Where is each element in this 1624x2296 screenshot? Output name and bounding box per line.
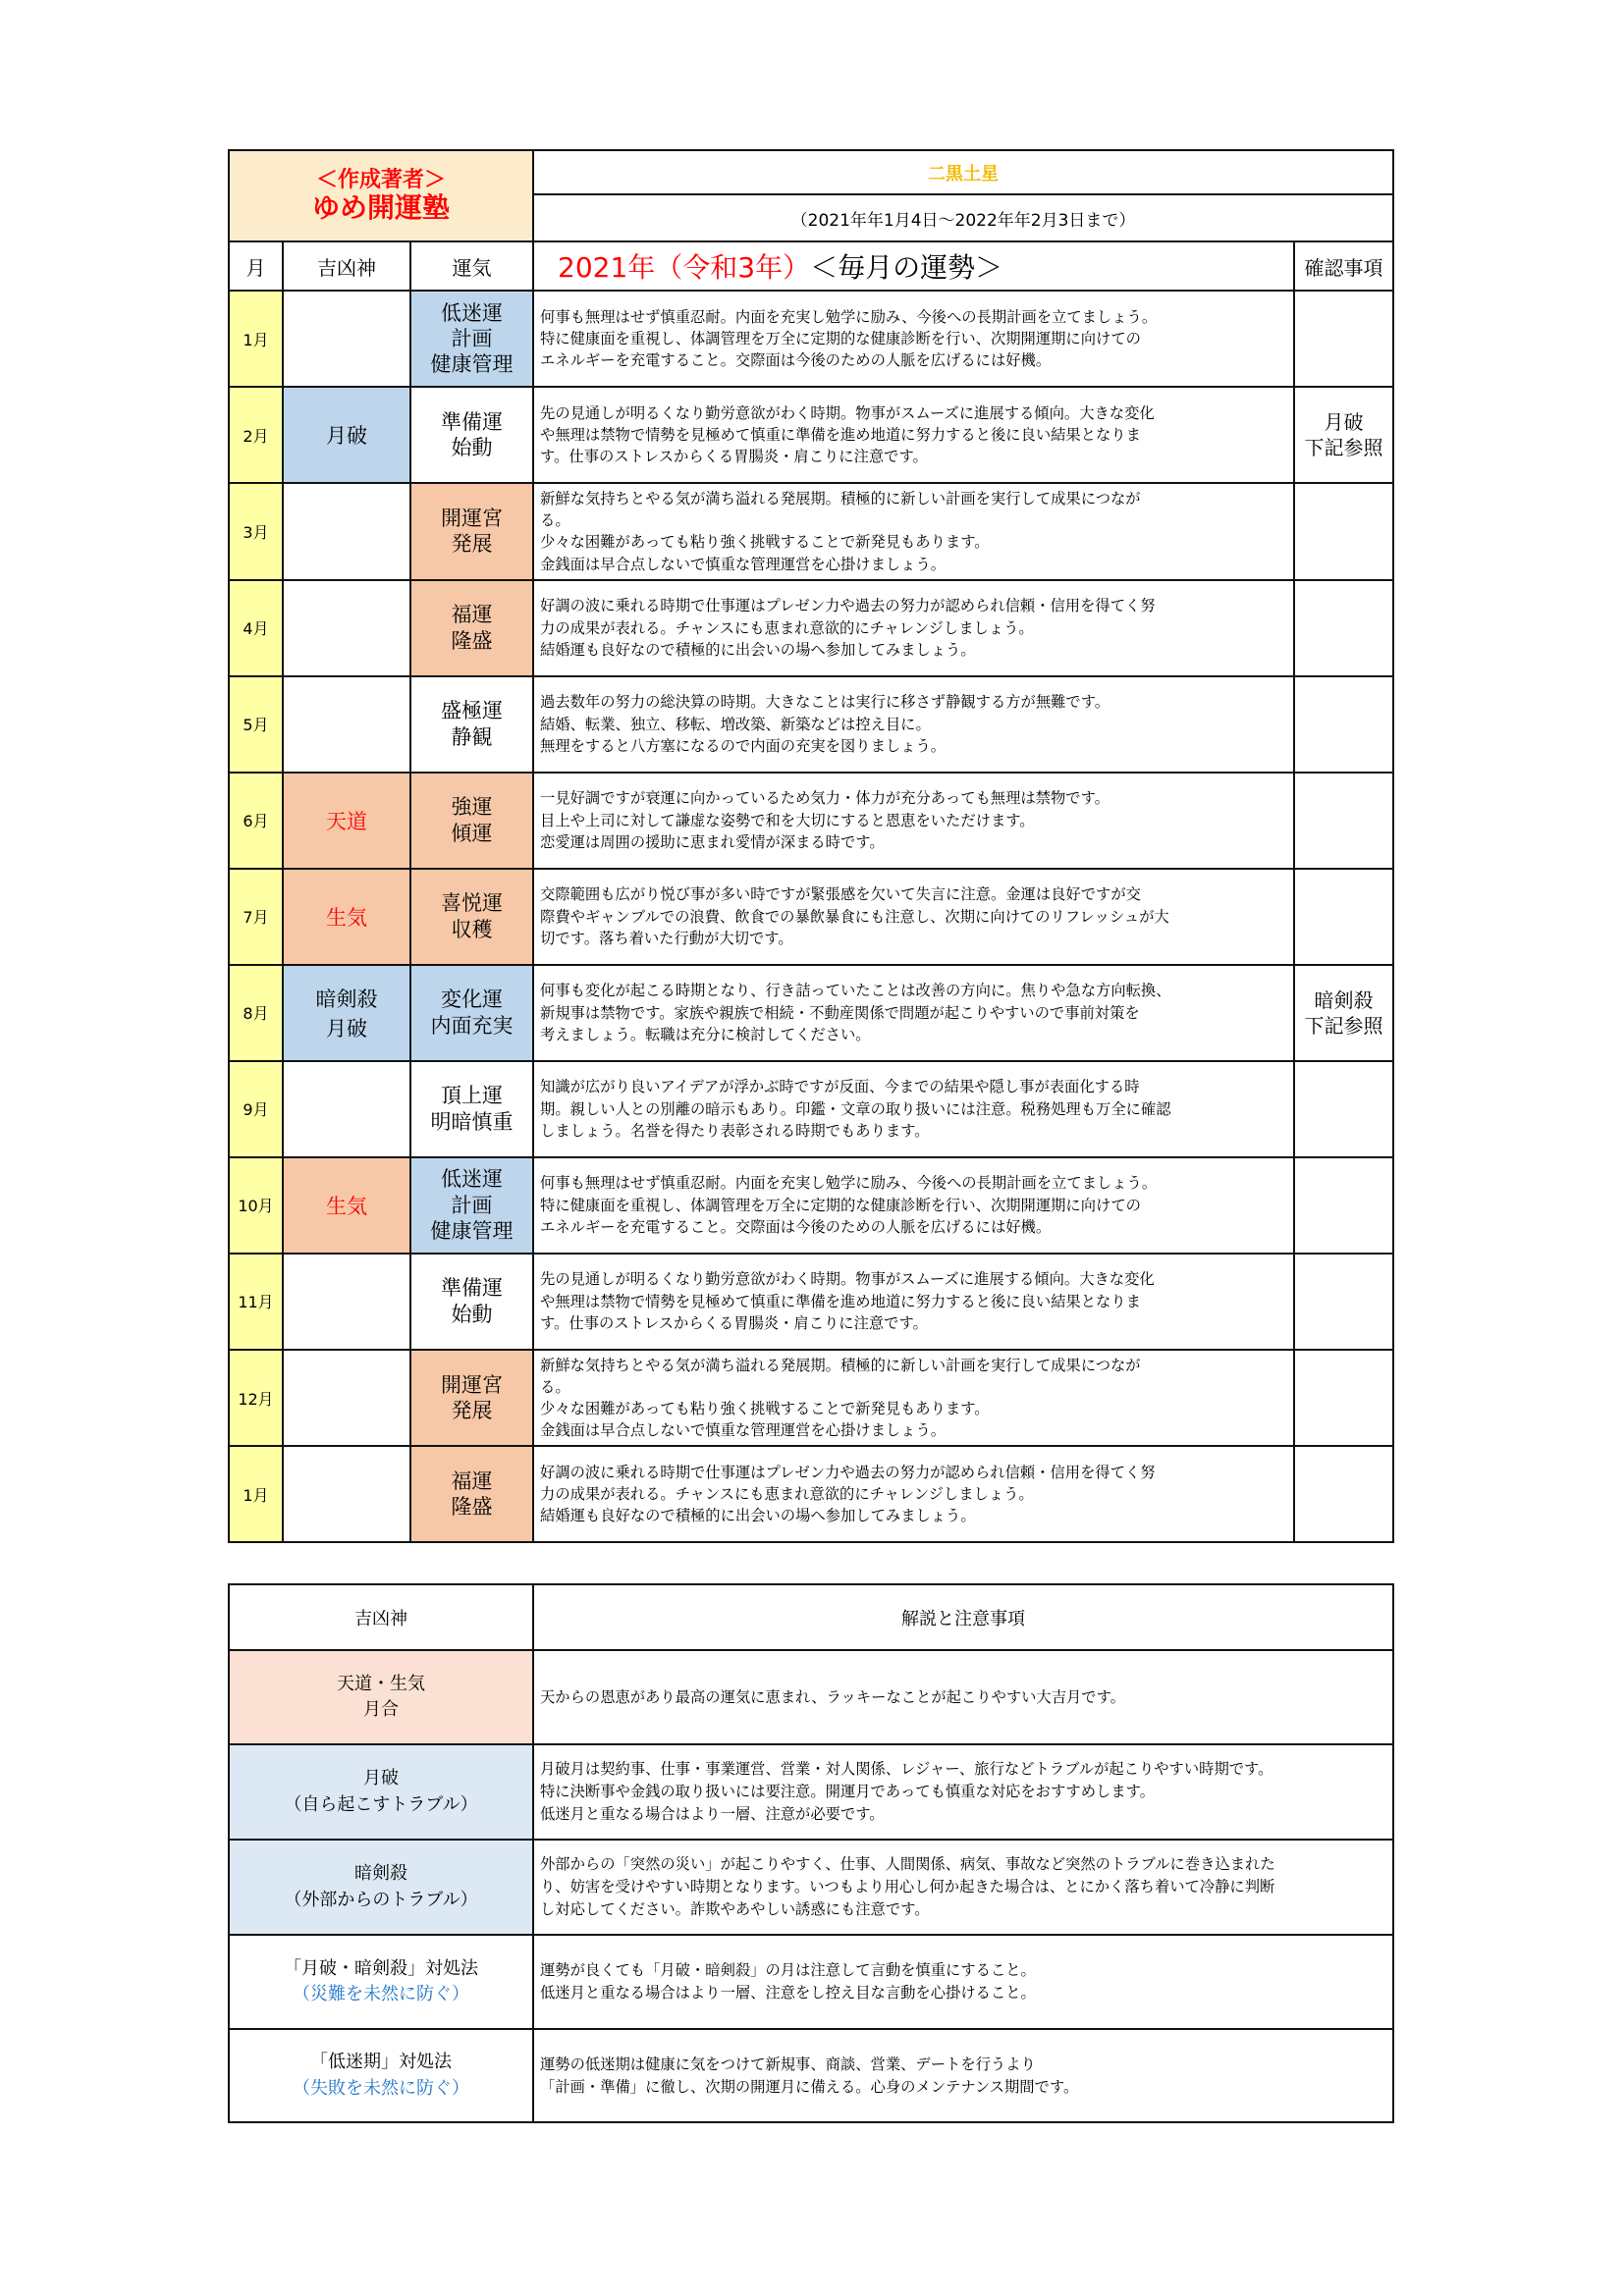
legend-description-line: り、妨害を受けやすい時期となります。いつもより用心し何か起きた場合は、とにかく落ち着いて冷静に判断 bbox=[540, 1878, 1275, 1896]
legend-description bbox=[533, 1935, 1393, 2029]
luck-label: 始動 bbox=[451, 1302, 493, 1326]
description-line: 新鮮な気持ちとやる気が満ち溢れる発展期。積極的に新しい計画を実行して成果につなが bbox=[540, 1356, 1141, 1374]
check-note bbox=[1294, 1254, 1393, 1350]
month-row bbox=[229, 1157, 1393, 1254]
legend-name-line: 「月破・暗剣殺」対処法 bbox=[284, 1957, 478, 1979]
check-note bbox=[1294, 1157, 1393, 1254]
fortune-description bbox=[533, 1157, 1294, 1254]
check-note bbox=[1294, 387, 1393, 483]
luck-cell bbox=[410, 291, 533, 387]
luck-label: 開運宮 bbox=[441, 1372, 504, 1397]
luck-cell bbox=[410, 1446, 533, 1542]
month-row bbox=[229, 676, 1393, 773]
god-cell bbox=[283, 387, 410, 483]
legend-god-name bbox=[229, 2029, 533, 2122]
god-cell bbox=[283, 580, 410, 676]
luck-label: 準備運 bbox=[441, 1276, 504, 1301]
description-line: 特に健康面を重視し、体調管理を万全に定期的な健康診断を行い、次期開運期に向けての bbox=[540, 1196, 1141, 1214]
month-label: 4月 bbox=[229, 580, 283, 676]
luck-label: 隆盛 bbox=[451, 628, 493, 653]
god-name: 生気 bbox=[326, 1194, 367, 1218]
god-name: 月破 bbox=[326, 424, 367, 448]
luck-label: 計画 bbox=[451, 326, 493, 350]
month-label: 6月 bbox=[229, 773, 283, 869]
legend-god-name bbox=[229, 1840, 533, 1935]
luck-cell bbox=[410, 1061, 533, 1157]
month-label: 7月 bbox=[229, 869, 283, 965]
luck-label: 明暗慎重 bbox=[430, 1109, 514, 1134]
luck-label: 福運 bbox=[451, 1469, 493, 1494]
star-title: 二黒土星 bbox=[533, 150, 1393, 194]
luck-label: 傾運 bbox=[451, 821, 493, 845]
legend-row bbox=[229, 1935, 1393, 2029]
check-note-line: 暗剣殺 bbox=[1314, 988, 1374, 1012]
fortune-description bbox=[533, 1446, 1294, 1542]
monthly-fortune-table bbox=[228, 149, 1394, 1543]
description-line: 何事も無理はせず慎重忍耐。内面を充実し勉学に励み、今後への長期計画を立てましょう。 bbox=[540, 1174, 1158, 1193]
luck-cell bbox=[410, 1350, 533, 1447]
legend-description-line: し対応してください。詐欺やあやしい誘惑にも注意です。 bbox=[540, 1899, 930, 1918]
description-line: 切です。落ち着いた行動が大切です。 bbox=[540, 929, 793, 947]
check-note bbox=[1294, 580, 1393, 676]
description-line: 何事も無理はせず慎重忍耐。内面を充実し勉学に励み、今後への長期計画を立てましょう。 bbox=[540, 307, 1158, 326]
description-line: 過去数年の努力の総決算の時期。大きなことは実行に移さず静観する方が無難です。 bbox=[540, 693, 1110, 712]
legend-description-line: 運勢の低迷期は健康に気をつけて新規事、商談、営業、デートを行うより bbox=[540, 2055, 1036, 2073]
description-line: 少々な困難があっても粘り強く挑戦することで新発見もあります。 bbox=[540, 533, 990, 552]
legend-name-line: 天道・生気 bbox=[337, 1673, 425, 1694]
luck-cell bbox=[410, 387, 533, 483]
luck-label: 静観 bbox=[451, 724, 493, 749]
description-line: 恋愛運は周囲の援助に恵まれ愛情が深まる時です。 bbox=[540, 832, 885, 851]
page-title bbox=[533, 241, 1294, 291]
fortune-description bbox=[533, 580, 1294, 676]
description-line: エネルギーを充電すること。交際面は今後のための人脈を広げるには好機。 bbox=[540, 351, 1052, 370]
description-line: 特に健康面を重視し、体調管理を万全に定期的な健康診断を行い、次期開運期に向けての bbox=[540, 329, 1141, 347]
description-line: 一見好調ですが衰運に向かっているため気力・体力が充分あっても無理は禁物です。 bbox=[540, 789, 1110, 808]
fortune-description bbox=[533, 869, 1294, 965]
column-header-check: 確認事項 bbox=[1294, 241, 1393, 291]
legend-description bbox=[533, 1840, 1393, 1935]
fortune-description bbox=[533, 965, 1294, 1061]
legend-description-line: 低迷月と重なる場合はより一層、注意をし控え目な言動を心掛けること。 bbox=[540, 1984, 1036, 2002]
month-row bbox=[229, 580, 1393, 676]
description-line: 期。親しい人との別離の暗示もあり。印鑑・文章の取り扱いには注意。税務処理も万全に確認 bbox=[540, 1099, 1171, 1118]
luck-label: 健康管理 bbox=[430, 352, 514, 377]
month-label: 2月 bbox=[229, 387, 283, 483]
month-label: 8月 bbox=[229, 965, 283, 1061]
luck-label: 開運宮 bbox=[441, 507, 504, 531]
luck-cell bbox=[410, 773, 533, 869]
legend-table bbox=[228, 1583, 1394, 2123]
description-line: 少々な困難があっても粘り強く挑戦することで新発見もあります。 bbox=[540, 1400, 990, 1418]
month-label: 1月 bbox=[229, 1446, 283, 1542]
god-cell bbox=[283, 869, 410, 965]
description-line: 無理をすると八方塞になるので内面の充実を図りましょう。 bbox=[540, 736, 947, 755]
description-line: 金銭面は早合点しないで慎重な管理運営を心掛けましょう。 bbox=[540, 1421, 947, 1440]
god-name: 暗剣殺 bbox=[315, 987, 378, 1011]
luck-label: 低迷運 bbox=[441, 1167, 504, 1192]
period-range: （2021年年1月4日～2022年年2月3日まで） bbox=[533, 194, 1393, 241]
luck-cell bbox=[410, 676, 533, 773]
fortune-description bbox=[533, 483, 1294, 580]
month-label: 11月 bbox=[229, 1254, 283, 1350]
god-cell bbox=[283, 1157, 410, 1254]
legend-god-name bbox=[229, 1744, 533, 1840]
god-name: 生気 bbox=[326, 905, 367, 930]
legend-name-line: （外部からのトラブル） bbox=[284, 1889, 478, 1910]
check-note bbox=[1294, 869, 1393, 965]
month-row bbox=[229, 965, 1393, 1061]
luck-label: 喜悦運 bbox=[441, 891, 504, 916]
month-row bbox=[229, 1061, 1393, 1157]
description-line: す。仕事のストレスからくる胃腸炎・肩こりに注意です。 bbox=[540, 448, 928, 466]
description-line: 際費やギャンブルでの浪費、飲食での暴飲暴食にも注意し、次期に向けてのリフレッシュが大 bbox=[540, 907, 1169, 926]
luck-label: 隆盛 bbox=[451, 1495, 493, 1520]
legend-name-line: （自ら起こすトラブル） bbox=[284, 1793, 478, 1815]
check-note bbox=[1294, 1061, 1393, 1157]
check-note bbox=[1294, 1350, 1393, 1447]
luck-cell bbox=[410, 1157, 533, 1254]
legend-description-line: 外部からの「突然の災い」が起こりやすく、仕事、人間関係、病気、事故など突然のトラブルに巻き込まれた bbox=[540, 1855, 1275, 1874]
luck-cell bbox=[410, 869, 533, 965]
description-line: 金銭面は早合点しないで慎重な管理運営を心掛けましょう。 bbox=[540, 555, 947, 573]
description-line: エネルギーを充電すること。交際面は今後のための人脈を広げるには好機。 bbox=[540, 1217, 1052, 1236]
author-cell bbox=[229, 150, 533, 241]
description-line: 先の見通しが明るくなり勤労意欲がわく時期。物事がスムーズに進展する傾向。大きな変化 bbox=[540, 403, 1155, 422]
month-row bbox=[229, 1254, 1393, 1350]
month-row bbox=[229, 483, 1393, 580]
god-cell bbox=[283, 1254, 410, 1350]
god-cell bbox=[283, 1446, 410, 1542]
legend-name-line: 月破 bbox=[363, 1768, 399, 1789]
month-row bbox=[229, 387, 1393, 483]
month-label: 5月 bbox=[229, 676, 283, 773]
luck-label: 健康管理 bbox=[430, 1218, 514, 1243]
title-subtitle: ＜毎月の運勢＞ bbox=[810, 251, 1003, 284]
luck-cell bbox=[410, 1254, 533, 1350]
luck-label: 強運 bbox=[451, 795, 493, 820]
god-cell bbox=[283, 965, 410, 1061]
god-name: 月破 bbox=[326, 1016, 367, 1041]
legend-description-line: 「計画・準備」に徹し、次期の開運月に備える。心身のメンテナンス期間です。 bbox=[540, 2077, 1079, 2096]
luck-label: 収穫 bbox=[451, 917, 493, 941]
luck-label: 発展 bbox=[451, 1399, 493, 1423]
luck-label: 頂上運 bbox=[441, 1084, 504, 1108]
description-line: や無理は禁物で情勢を見極めて慎重に準備を進め地道に努力すると後に良い結果となりま bbox=[540, 425, 1141, 444]
legend-description bbox=[533, 2029, 1393, 2122]
god-cell bbox=[283, 1061, 410, 1157]
author-label: ＜作成著者＞ bbox=[316, 167, 447, 192]
month-row bbox=[229, 1350, 1393, 1447]
luck-cell bbox=[410, 483, 533, 580]
title-year: 2021年（令和3年） bbox=[558, 251, 811, 284]
luck-cell bbox=[410, 580, 533, 676]
legend-description-line: 運勢が良くても「月破・暗剣殺」の月は注意して言動を慎重にすること。 bbox=[540, 1961, 1036, 1980]
check-note bbox=[1294, 483, 1393, 580]
description-line: 目上や上司に対して謙虚な姿勢で和を大切にすると恩恵をいただけます。 bbox=[540, 811, 1035, 829]
check-note bbox=[1294, 291, 1393, 387]
god-cell bbox=[283, 773, 410, 869]
luck-label: 内面充実 bbox=[430, 1013, 514, 1038]
luck-label: 始動 bbox=[451, 436, 493, 459]
description-line: 交際範囲も広がり悦び事が多い時ですが緊張感を欠いて失言に注意。金運は良好ですが交 bbox=[540, 885, 1141, 904]
god-cell bbox=[283, 483, 410, 580]
legend-row bbox=[229, 1744, 1393, 1840]
god-cell bbox=[283, 291, 410, 387]
fortune-description bbox=[533, 773, 1294, 869]
column-header-god: 吉凶神 bbox=[283, 241, 410, 291]
check-note-line: 月破 bbox=[1324, 410, 1364, 434]
legend-god-name bbox=[229, 1650, 533, 1744]
month-row bbox=[229, 1446, 1393, 1542]
month-row bbox=[229, 869, 1393, 965]
fortune-description bbox=[533, 1350, 1294, 1447]
description-line: 考えましょう。転職は充分に検討してください。 bbox=[540, 1025, 871, 1043]
luck-label: 福運 bbox=[451, 603, 493, 627]
legend-row bbox=[229, 1650, 1393, 1744]
month-label: 3月 bbox=[229, 483, 283, 580]
luck-label: 準備運 bbox=[441, 409, 504, 434]
month-label: 10月 bbox=[229, 1157, 283, 1254]
month-row bbox=[229, 773, 1393, 869]
legend-row bbox=[229, 1840, 1393, 1935]
description-line: 結婚運も良好なので積極的に出会いの場へ参加してみましょう。 bbox=[540, 1507, 976, 1525]
legend-description bbox=[533, 1650, 1393, 1744]
description-line: 結婚運も良好なので積極的に出会いの場へ参加してみましょう。 bbox=[540, 640, 976, 659]
luck-label: 発展 bbox=[451, 532, 493, 557]
god-cell bbox=[283, 1350, 410, 1447]
month-label: 9月 bbox=[229, 1061, 283, 1157]
description-line: る。 bbox=[540, 1377, 570, 1396]
legend-description-line: 低迷月と重なる場合はより一層、注意が必要です。 bbox=[540, 1804, 885, 1823]
check-note bbox=[1294, 965, 1393, 1061]
legend-description bbox=[533, 1744, 1393, 1840]
legend-header-desc: 解説と注意事項 bbox=[533, 1584, 1393, 1650]
description-line: る。 bbox=[540, 511, 570, 530]
description-line: しましょう。名誉を得たり表彰される時期でもあります。 bbox=[540, 1121, 930, 1140]
fortune-description bbox=[533, 1254, 1294, 1350]
legend-god-name bbox=[229, 1935, 533, 2029]
description-line: や無理は禁物で情勢を見極めて慎重に準備を進め地道に努力すると後に良い結果となりま bbox=[540, 1292, 1141, 1310]
check-note bbox=[1294, 676, 1393, 773]
legend-name-line: 暗剣殺 bbox=[354, 1863, 407, 1885]
column-header-luck: 運気 bbox=[410, 241, 533, 291]
check-note-line: 下記参照 bbox=[1304, 436, 1383, 459]
description-line: 知識が広がり良いアイデアが浮かぶ時ですが反面、今までの結果や隠し事が表面化する時 bbox=[540, 1078, 1140, 1096]
luck-label: 盛極運 bbox=[441, 699, 504, 723]
legend-description-line: 特に決断事や金銭の取り扱いには要注意。開運月であっても慎重な対応をおすすめします。 bbox=[540, 1783, 1155, 1801]
author-name: ゆめ開運塾 bbox=[312, 191, 451, 225]
description-line: 先の見通しが明るくなり勤労意欲がわく時期。物事がスムーズに進展する傾向。大きな変化 bbox=[540, 1270, 1155, 1289]
column-header-month: 月 bbox=[229, 241, 283, 291]
check-note-line: 下記参照 bbox=[1304, 1013, 1383, 1038]
legend-description-line: 天からの恩恵があり最高の運気に恵まれ、ラッキーなことが起こりやすい大吉月です。 bbox=[540, 1687, 1125, 1706]
description-line: 力の成果が表れる。チャンスにも恵まれ意欲的にチャレンジしましょう。 bbox=[540, 1485, 1034, 1504]
check-note bbox=[1294, 1446, 1393, 1542]
legend-subtitle: （災難を未然に防ぐ） bbox=[293, 1984, 469, 2004]
description-line: 新規事は禁物です。家族や親族で相続・不動産関係で問題が起こりやすいので事前対策を bbox=[540, 1003, 1140, 1022]
fortune-description bbox=[533, 1061, 1294, 1157]
luck-label: 低迷運 bbox=[441, 300, 504, 325]
legend-header-god: 吉凶神 bbox=[229, 1584, 533, 1650]
fortune-description bbox=[533, 291, 1294, 387]
luck-cell bbox=[410, 965, 533, 1061]
month-label: 1月 bbox=[229, 291, 283, 387]
legend-description-line: 月破月は契約事、仕事・事業運営、営業・対人関係、レジャー、旅行などトラブルが起こりやすい時期です。 bbox=[540, 1760, 1273, 1779]
legend-name-line: 月合 bbox=[363, 1699, 399, 1720]
description-line: 好調の波に乗れる時期で仕事運はプレゼン力や過去の努力が認められ信頼・信用を得てく努 bbox=[540, 1464, 1156, 1482]
luck-label: 変化運 bbox=[441, 988, 504, 1012]
legend-name-line: 「低迷期」対処法 bbox=[310, 2052, 452, 2073]
description-line: 新鮮な気持ちとやる気が満ち溢れる発展期。積極的に新しい計画を実行して成果につなが bbox=[540, 490, 1141, 507]
description-line: 好調の波に乗れる時期で仕事運はプレゼン力や過去の努力が認められ信頼・信用を得てく努 bbox=[540, 597, 1156, 615]
legend-subtitle: （失敗を未然に防ぐ） bbox=[293, 2077, 469, 2099]
god-name: 天道 bbox=[326, 809, 367, 833]
month-label: 12月 bbox=[229, 1350, 283, 1447]
fortune-description bbox=[533, 676, 1294, 773]
description-line: 何事も変化が起こる時期となり、行き詰っていたことは改善の方向に。焦りや急な方向転換、 bbox=[540, 982, 1171, 1000]
check-note bbox=[1294, 773, 1393, 869]
description-line: す。仕事のストレスからくる胃腸炎・肩こりに注意です。 bbox=[540, 1313, 928, 1332]
description-line: 力の成果が表れる。チャンスにも恵まれ意欲的にチャレンジしましょう。 bbox=[540, 618, 1034, 637]
legend-row bbox=[229, 2029, 1393, 2122]
fortune-description bbox=[533, 387, 1294, 483]
god-cell bbox=[283, 676, 410, 773]
luck-label: 計画 bbox=[451, 1193, 493, 1217]
description-line: 結婚、転業、独立、移転、増改築、新築などは控え目に。 bbox=[540, 715, 931, 733]
month-row bbox=[229, 291, 1393, 387]
